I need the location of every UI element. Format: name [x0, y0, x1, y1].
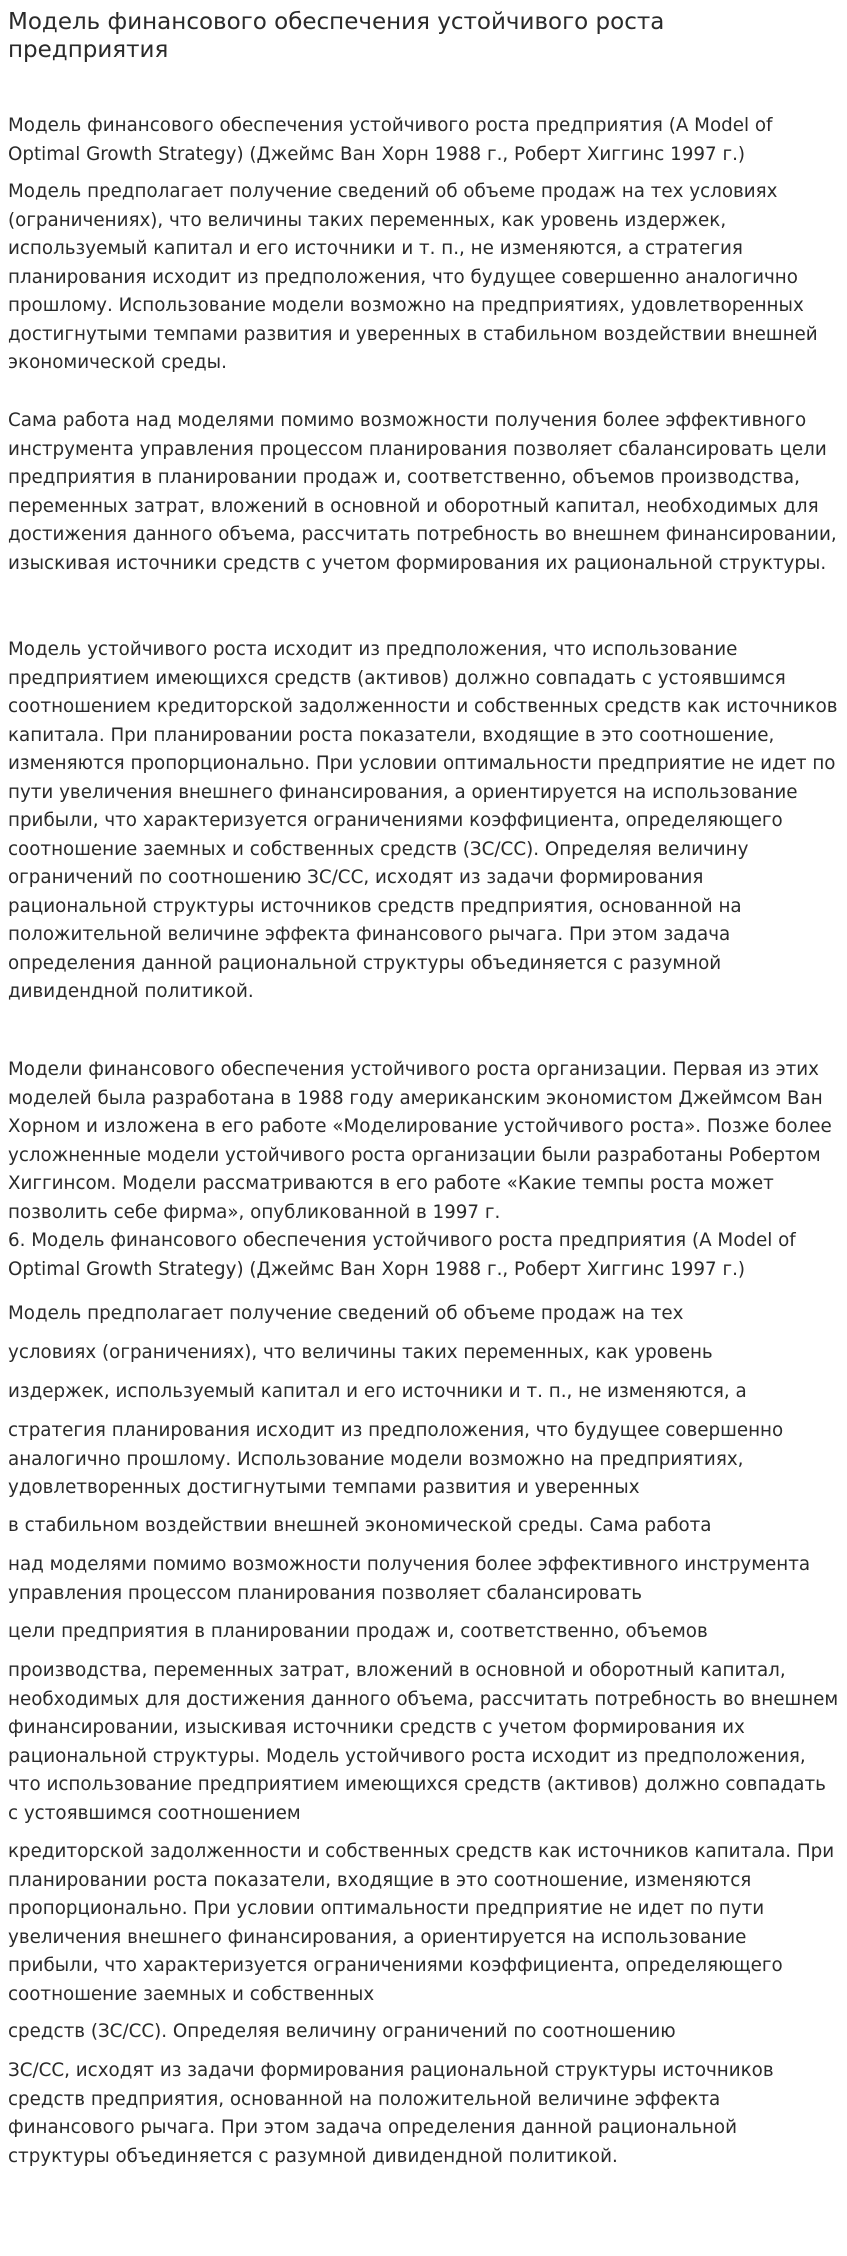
- paragraph-section-6: 6. Модель финансового обеспечения устойчивого роста предприятия (A Model of Optimal Growth Strategy) (Джеймс Ван Хорн 1988 г., Роберт Хиггинс 1997 г.): [8, 1230, 796, 1280]
- page-title: Модель финансового обеспечения устойчивого роста предприятия: [8, 9, 665, 63]
- paragraph-model-intro: Модель предполагает получение сведений об объеме продаж на тех условиях (ограничениях), что величины таких переменных, как уровень издержек, используемый капитал и его источники и т. п., не изменяются, а стратегия планирования исходит из предположения, что будущее совершенно аналогично прошлому. Использование модели возможно на предприятиях, удовлетворенных достигнутыми темпами развития и уверенных в стабильном воздействии внешней экономической среды.: [8, 181, 818, 373]
- text-line: Модель предполагает получение сведений об объеме продаж на тех: [8, 1303, 684, 1324]
- text-line: в стабильном воздействии внешней экономической среды. Сама работа: [8, 1515, 712, 1536]
- paragraph-model-work: Сама работа над моделями помимо возможности получения более эффективного инструмента управления процессом планирования позволяет сбалансировать цели предприятия в планировании продаж и, соответственно, объемов производства, переменных затрат, вложений в основной и оборотный капитал, необходимых для достижения данного объема, рассчитать потребность во внешнем финансировании, изыскивая источники средств с учетом формирования их рациональной структуры.: [8, 410, 837, 574]
- text-line: средств (ЗС/СС). Определяя величину ограничений по соотношению: [8, 2021, 676, 2042]
- paragraph-heading: Модель финансового обеспечения устойчивого роста предприятия (A Model of Optimal Growth Strategy) (Джеймс Ван Хорн 1988 г., Роберт Хиггинс 1997 г.): [8, 115, 773, 165]
- text-line: кредиторской задолженности и собственных средств как источников капитала. При планировании роста показатели, входящие в это соотношение, изменяются пропорционально. При условии оптимальности предприятие не идет по пути увеличения внешнего финансирования, а ориентируется на использование прибыли, что характеризуется ограничениями коэффициента, определяющего соотношение заемных и собственных: [8, 1841, 835, 2005]
- text-line: над моделями помимо возможности получения более эффективного инструмента управления процессом планирования позволяет сбалансировать: [8, 1554, 811, 1604]
- text-line: ЗС/СС, исходят из задачи формирования рациональной структуры источников средств предприятия, основанной на положительной величине эффекта финансового рычага. При этом задача определения данной рациональной структуры объединяется с разумной дивидендной политикой.: [8, 2060, 774, 2167]
- paragraph-growth-model: Модель устойчивого роста исходит из предположения, что использование предприятием имеющихся средств (активов) должно совпадать с устоявшимся соотношением кредиторской задолженности и собственных средств как источников капитала. При планировании роста показатели, входящие в это соотношение, изменяются пропорционально. При условии оптимальности предприятие не идет по пути увеличения внешнего финансирования, а ориентируется на использование прибыли, что характеризуется ограничениями коэффициента, определяющего соотношение заемных и собственных средств (ЗС/СС). Определяя величину ограничений по соотношению ЗС/СС, исходят из задачи формирования рациональной структуры источников средств предприятия, основанной на положительной величине эффекта финансового рычага. При этом задача определения данной рациональной структуры объединяется с разумной дивидендной политикой.: [8, 639, 838, 1002]
- paragraph-history: Модели финансового обеспечения устойчивого роста организации. Первая из этих моделей была разработана в 1988 году американским экономистом Джеймсом Ван Хорном и изложена в его работе «Моделирование устойчивого роста». Позже более усложненные модели устойчивого роста организации были разработаны Робертом Хиггинсом. Модели рассматриваются в его работе «Какие темпы роста может позволить себе фирма», опубликованной в 1997 г.: [8, 1059, 832, 1223]
- text-line: производства, переменных затрат, вложений в основной и оборотный капитал, необходимых для достижения данного объема, рассчитать потребность во внешнем финансировании, изыскивая источники средств с учетом формирования их рациональной структуры. Модель устойчивого роста исходит из предположения, что использование предприятием имеющихся средств (активов) должно совпадать с устоявшимся соотношением: [8, 1660, 839, 1824]
- text-line: издержек, используемый капитал и его источники и т. п., не изменяются, а: [8, 1381, 747, 1402]
- text-line: цели предприятия в планировании продаж и, соответственно, объемов: [8, 1621, 708, 1642]
- text-line: условиях (ограничениях), что величины таких переменных, как уровень: [8, 1342, 713, 1363]
- text-line: стратегия планирования исходит из предположения, что будущее совершенно аналогично прошлому. Использование модели возможно на предприятиях, удовлетворенных достигнутыми темпами развития и уверенных: [8, 1420, 784, 1498]
